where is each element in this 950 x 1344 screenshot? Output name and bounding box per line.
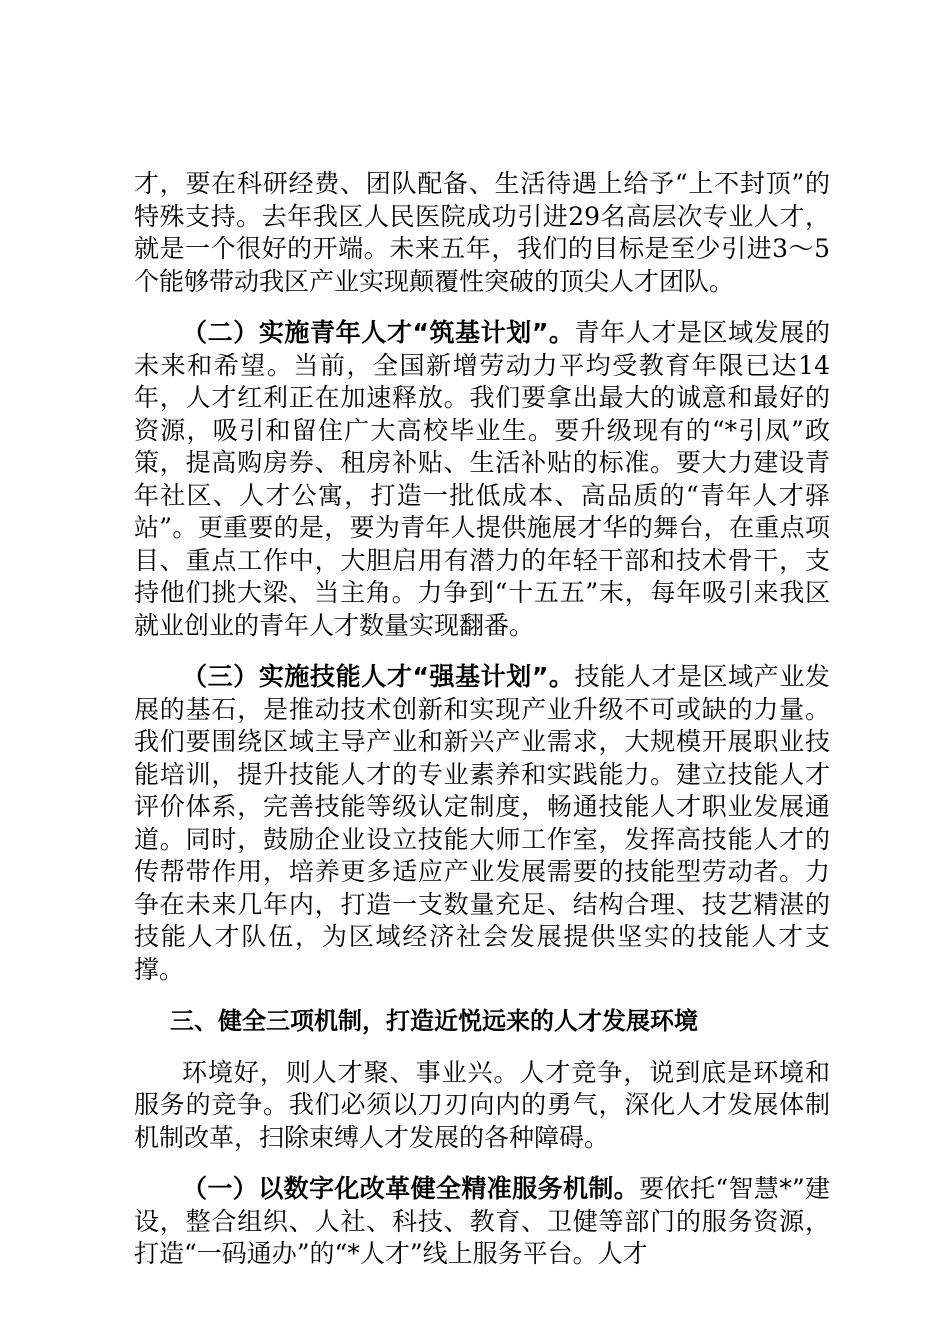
document-page <box>134 168 830 1290</box>
paragraph-skilled-talent-plan <box>134 661 830 986</box>
paragraph-environment-intro <box>134 1057 830 1155</box>
paragraph-text: 青年人才是区域发展的未来和希望。当前，全国新增劳动力平均受教育年限已达14年，人才红利正在加速释放。我们要拿出最大的诚意和最好的资源，吸引和留住广大高校毕业生。要升级现有的“*引凤”政策，提高购房券、租房补贴、生活补贴的标准。要大力建设青年社区、人才公寓，打造一批低成本、高品质的“青年人才驿站”。更重要的是，要为青年人提供施展才华的舞台，在重点项目、重点工作中，大胆启用有潜力的年轻干部和技术骨干，支持他们挑大梁、当主角。力争到“十五五”末，每年吸引来我区就业创业的青年人才数量实现翻番。 <box>134 318 830 640</box>
paragraph-text: 环境好，则人才聚、事业兴。人才竞争，说到底是环境和服务的竞争。我们必须以刀刃向内的勇气，深化人才发展体制机制改革，扫除束缚人才发展的各种障碍。 <box>134 1057 830 1152</box>
paragraph-continuation <box>134 168 830 298</box>
paragraph-lead-title: （三）实施技能人才“强基计划”。 <box>182 662 575 691</box>
paragraph-digital-service-mechanism <box>134 1173 830 1271</box>
section-heading: 三、健全三项机制，打造近悦远来的人才发展环境 <box>170 1007 698 1035</box>
paragraph-text: 才，要在科研经费、团队配备、生活待遇上给予“上不封顶”的特殊支持。去年我区人民医院成功引进29名高层次专业人才，就是一个很好的开端。未来五年，我们的目标是至少引进3～5个能够带动我区产业实现颠覆性突破的顶尖人才团队。 <box>134 169 830 296</box>
paragraph-lead-title: （一）以数字化改革健全精准服务机制。 <box>182 1174 640 1203</box>
paragraph-text: 要依托“智慧*”建设，整合组织、人社、科技、教育、卫健等部门的服务资源，打造“一码通办”的“*人才”线上服务平台。人才 <box>134 1174 830 1268</box>
paragraph-text: 技能人才是区域产业发展的基石，是推动技术创新和实现产业升级不可或缺的力量。我们要围绕区域主导产业和新兴产业需求，大规模开展职业技能培训，提升技能人才的专业素养和实践能力。建立技能人才评价体系，完善技能等级认定制度，畅通技能人才职业发展通道。同时，鼓励企业设立技能大师工作室，发挥高技能人才的传帮带作用，培养更多适应产业发展需要的技能型劳动者。力争在未来几年内，打造一支数量充足、结构合理、技艺精湛的技能人才队伍，为区域经济社会发展提供坚实的技能人才支撑。 <box>134 662 830 984</box>
paragraph-lead-title: （二）实施青年人才“筑基计划”。 <box>182 318 575 347</box>
paragraph-youth-talent-plan <box>134 317 830 642</box>
